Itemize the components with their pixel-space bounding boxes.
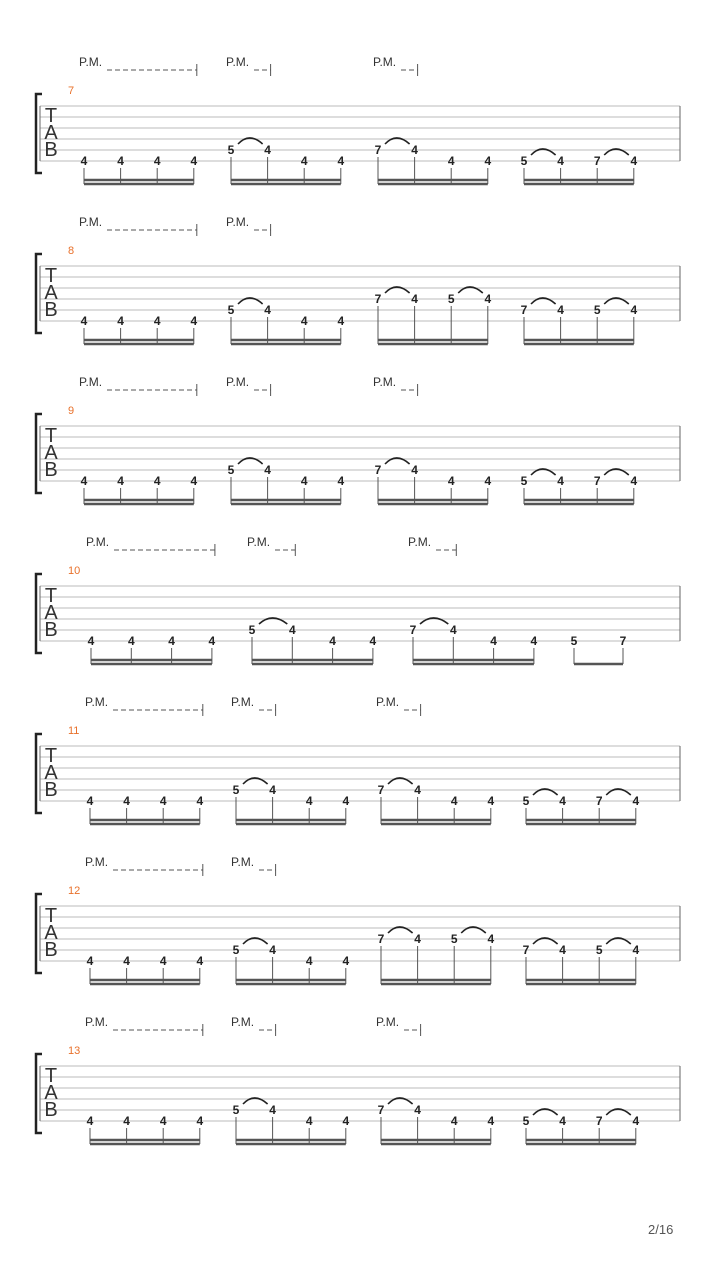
fret-number: 4 [153,474,161,488]
fret-number: 4 [269,1103,276,1117]
fret-number: 4 [86,794,94,808]
fret-number: 4 [337,314,345,328]
fret-number: 7 [595,1114,603,1128]
palm-mute-label: P.M. [373,55,397,69]
fret-number: 4 [159,1114,167,1128]
tab-clef-letter: B [44,139,58,161]
tab-system [36,535,680,664]
fret-number: 4 [487,794,495,808]
fret-number: 4 [557,474,564,488]
fret-number: 4 [300,474,308,488]
fret-number: 4 [450,1114,458,1128]
measure-number: 11 [68,725,80,737]
measure-number: 10 [68,565,81,577]
fret-number: 4 [411,292,418,306]
palm-mute-label: P.M. [373,375,397,389]
fret-number: 4 [159,794,167,808]
fret-number: 4 [117,474,124,488]
fret-number: 4 [559,1114,566,1128]
fret-number: 5 [248,623,256,637]
fret-number: 4 [80,314,88,328]
fret-number: 4 [80,154,88,168]
fret-number: 5 [232,783,240,797]
fret-number: 4 [123,794,130,808]
fret-number: 4 [559,794,566,808]
palm-mute-label: P.M. [408,535,432,549]
fret-number: 4 [414,932,421,946]
fret-number: 4 [484,154,492,168]
tab-system [36,55,680,184]
fret-number: 4 [447,474,455,488]
fret-number: 4 [630,154,638,168]
fret-number: 4 [411,143,418,157]
fret-number: 4 [557,303,564,317]
fret-number: 4 [450,794,458,808]
fret-number: 7 [374,292,382,306]
tab-clef-letter: B [44,619,58,641]
tab-clef-letter: A [44,762,58,784]
fret-number: 7 [409,623,417,637]
tab-clef-letter: A [44,922,58,944]
palm-mute-label: P.M. [79,375,103,389]
fret-number: 5 [232,943,240,957]
tab-clef-letter: A [44,1082,58,1104]
fret-number: 4 [447,154,455,168]
fret-number: 4 [484,474,492,488]
fret-number: 7 [522,943,530,957]
fret-number: 4 [305,794,313,808]
fret-number: 7 [595,794,603,808]
measure-number: 8 [68,245,75,257]
fret-number: 4 [487,1114,495,1128]
fret-number: 4 [196,1114,204,1128]
page-number: 2/16 [648,1222,674,1237]
fret-number: 4 [117,154,124,168]
palm-mute-label: P.M. [226,55,250,69]
measure-number: 13 [68,1045,81,1057]
fret-number: 5 [227,303,235,317]
tab-system [36,1015,680,1144]
fret-number: 4 [337,474,345,488]
fret-number: 5 [232,1103,240,1117]
fret-number: 4 [305,1114,313,1128]
fret-number: 4 [369,634,377,648]
fret-number: 5 [450,932,458,946]
fret-number: 4 [159,954,167,968]
fret-number: 4 [269,783,276,797]
palm-mute-label: P.M. [376,695,400,709]
fret-number: 5 [570,634,578,648]
fret-number: 4 [632,794,640,808]
fret-number: 4 [305,954,313,968]
palm-mute-label: P.M. [79,55,103,69]
fret-number: 4 [490,634,497,648]
tab-clef-letter: T [44,745,58,767]
fret-number: 4 [80,474,88,488]
tab-clef-letter: T [44,105,58,127]
fret-number: 4 [449,623,457,637]
palm-mute-label: P.M. [226,215,250,229]
palm-mute-label: P.M. [79,215,103,229]
fret-number: 7 [377,1103,385,1117]
fret-number: 4 [630,474,638,488]
fret-number: 4 [123,1114,130,1128]
measure-number: 7 [68,85,75,97]
fret-number: 4 [86,1114,94,1128]
fret-number: 4 [632,943,640,957]
tab-clef-letter: B [44,459,58,481]
tab-system [36,375,680,504]
measure-number: 9 [68,405,75,417]
palm-mute-label: P.M. [85,1015,109,1029]
fret-number: 7 [593,474,601,488]
fret-number: 4 [329,634,336,648]
tab-clef-letter: A [44,602,58,624]
palm-mute-label: P.M. [231,695,255,709]
fret-number: 7 [593,154,601,168]
fret-number: 7 [377,783,385,797]
tab-clef-letter: A [44,122,58,144]
fret-number: 5 [522,1114,530,1128]
palm-mute-label: P.M. [231,1015,255,1029]
fret-number: 4 [557,154,564,168]
tab-clef-letter: B [44,1099,58,1121]
tab-clef-letter: T [44,265,58,287]
fret-number: 7 [619,634,627,648]
fret-number: 4 [487,932,495,946]
fret-number: 5 [520,154,528,168]
fret-number: 4 [264,303,271,317]
fret-number: 4 [288,623,296,637]
fret-number: 4 [264,143,271,157]
palm-mute-label: P.M. [376,1015,400,1029]
fret-number: 4 [153,154,161,168]
fret-number: 4 [208,634,216,648]
fret-number: 5 [447,292,455,306]
fret-number: 4 [87,634,95,648]
fret-number: 4 [414,1103,421,1117]
palm-mute-label: P.M. [85,855,109,869]
fret-number: 4 [530,634,538,648]
tab-clef-letter: B [44,299,58,321]
fret-number: 5 [522,794,530,808]
fret-number: 4 [117,314,124,328]
palm-mute-label: P.M. [231,855,255,869]
fret-number: 4 [168,634,175,648]
fret-number: 4 [269,943,276,957]
fret-number: 4 [190,314,198,328]
fret-number: 4 [342,954,350,968]
fret-number: 4 [632,1114,640,1128]
fret-number: 4 [190,154,198,168]
fret-number: 5 [520,474,528,488]
tab-clef-letter: T [44,585,58,607]
tab-clef-letter: T [44,905,58,927]
fret-number: 4 [153,314,161,328]
fret-number: 4 [342,1114,350,1128]
fret-number: 4 [630,303,638,317]
tab-clef-letter: A [44,282,58,304]
fret-number: 4 [342,794,350,808]
fret-number: 4 [559,943,566,957]
fret-number: 4 [264,463,271,477]
fret-number: 4 [300,314,308,328]
fret-number: 7 [374,143,382,157]
fret-number: 4 [414,783,421,797]
fret-number: 7 [520,303,528,317]
fret-number: 4 [86,954,94,968]
fret-number: 4 [411,463,418,477]
palm-mute-label: P.M. [247,535,271,549]
measure-number: 12 [68,885,81,897]
fret-number: 4 [484,292,492,306]
fret-number: 5 [595,943,603,957]
fret-number: 4 [127,634,135,648]
fret-number: 4 [337,154,345,168]
fret-number: 4 [196,794,204,808]
fret-number: 5 [227,143,235,157]
fret-number: 4 [123,954,130,968]
fret-number: 7 [374,463,382,477]
fret-number: 4 [190,474,198,488]
tab-clef-letter: B [44,779,58,801]
palm-mute-label: P.M. [226,375,250,389]
palm-mute-label: P.M. [86,535,110,549]
fret-number: 7 [377,932,385,946]
tab-clef-letter: T [44,1065,58,1087]
tab-clef-letter: A [44,442,58,464]
tab-clef-letter: B [44,939,58,961]
fret-number: 4 [196,954,204,968]
palm-mute-label: P.M. [85,695,109,709]
tab-clef-letter: T [44,425,58,447]
tab-system [36,855,680,984]
fret-number: 5 [593,303,601,317]
tab-system [36,695,680,824]
fret-number: 5 [227,463,235,477]
tab-system [36,215,680,344]
fret-number: 4 [300,154,308,168]
